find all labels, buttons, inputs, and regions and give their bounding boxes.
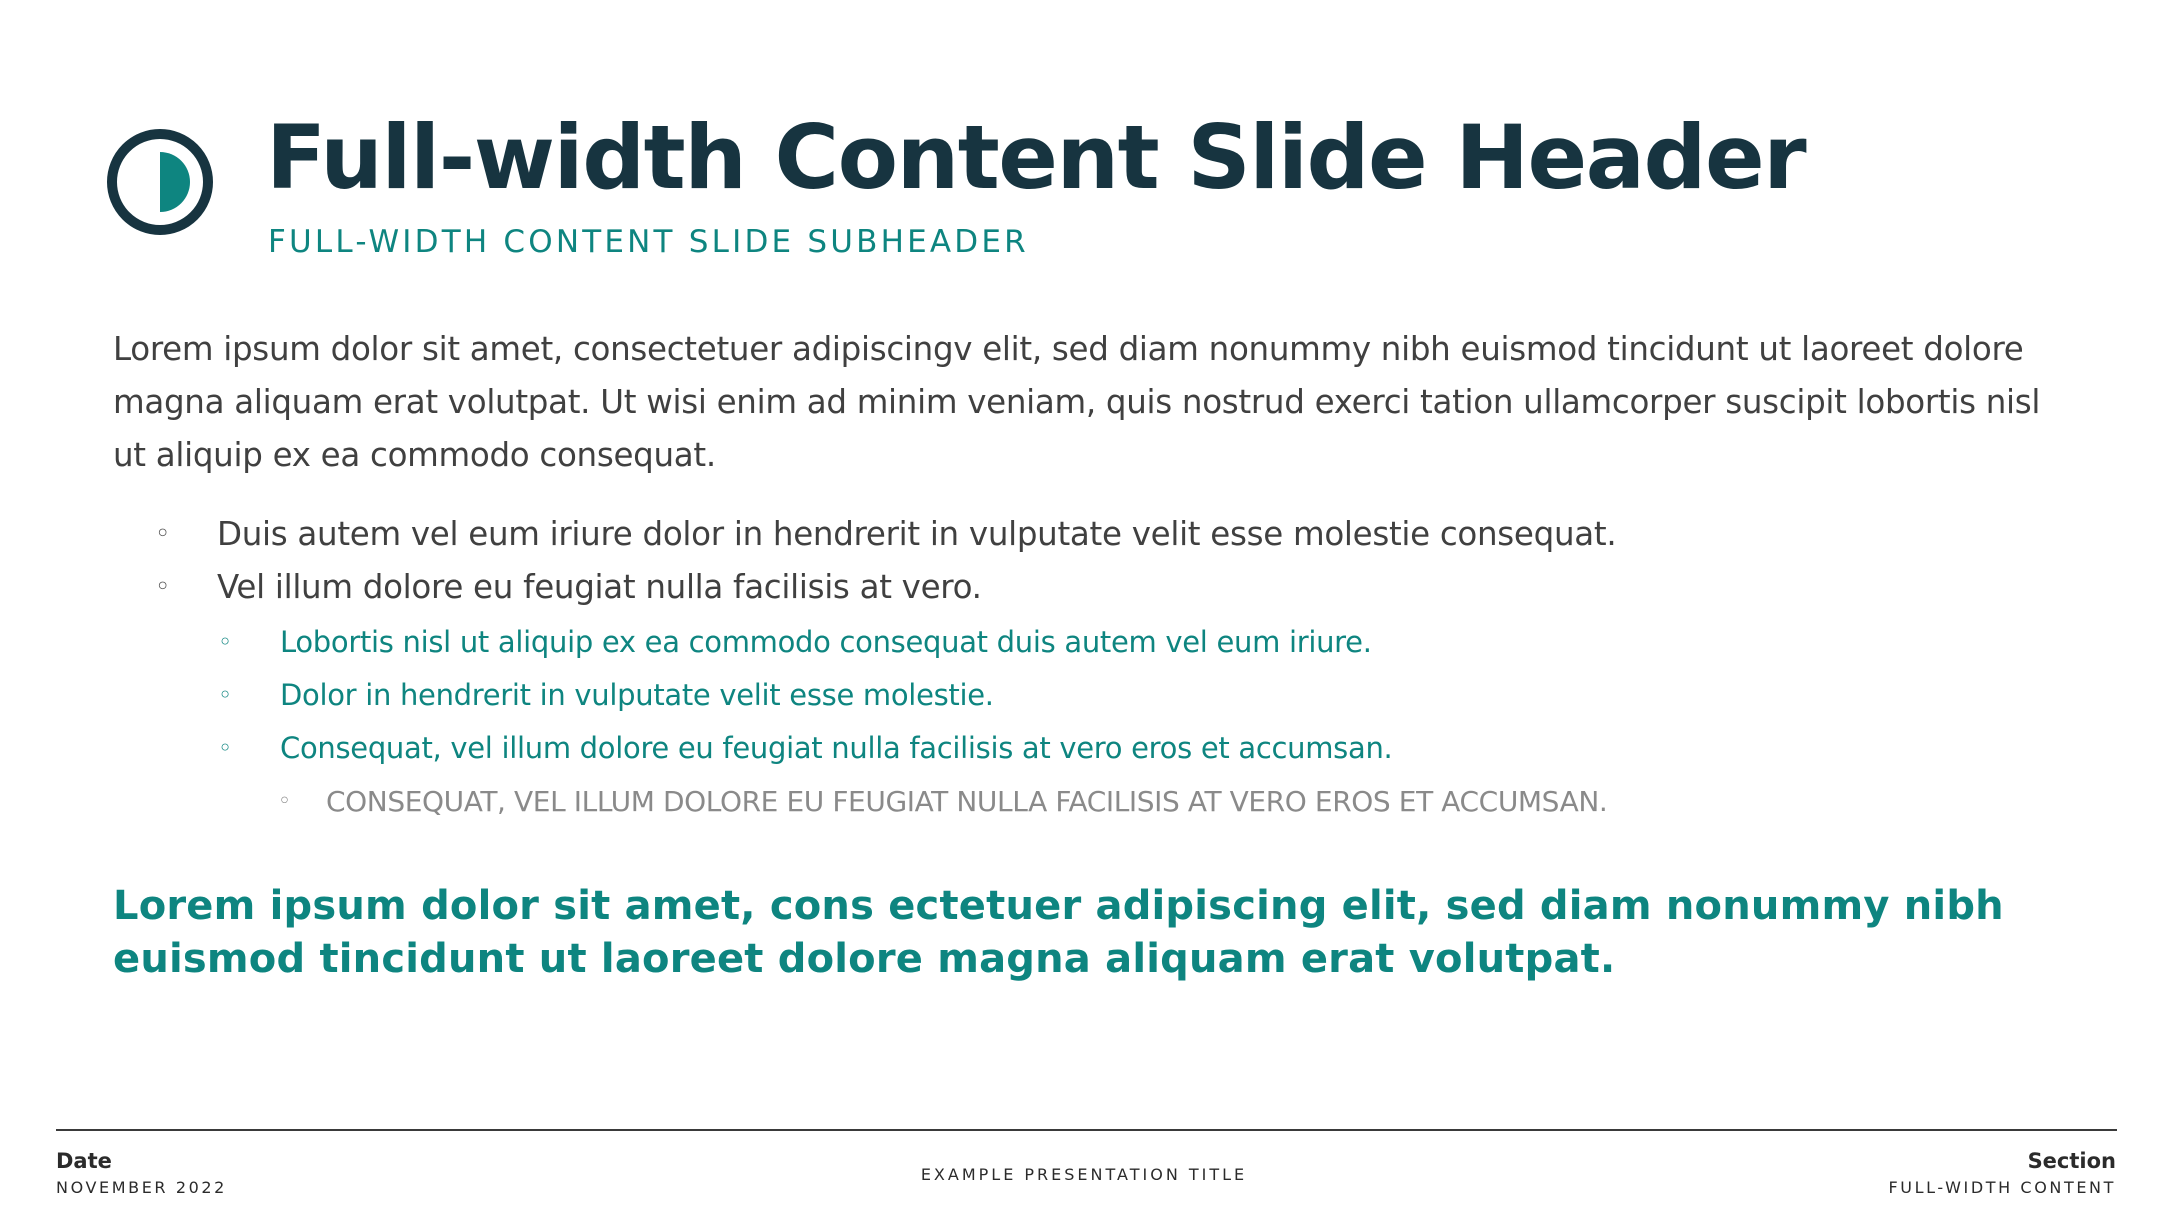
- bullet-item-level-1: [155, 561, 982, 614]
- footer-date-label: Date: [56, 1149, 112, 1173]
- bullet-item-level-3: [278, 775, 1608, 828]
- bullet-text: CONSEQUAT, VEL ILLUM DOLORE EU FEUGIAT NULLA FACILISIS AT VERO EROS ET ACCUMSAN.: [326, 785, 1608, 818]
- bullet-text: Dolor in hendrerit in vulputate velit esse molestie.: [280, 678, 994, 712]
- slide-title: Full-width Content Slide Header: [266, 106, 1806, 209]
- bullet-text: Vel illum dolore eu feugiat nulla facilisis at vero.: [217, 568, 982, 606]
- bullet-item-level-2: [218, 616, 1372, 669]
- slide-subtitle: FULL-WIDTH CONTENT SLIDE SUBHEADER: [268, 224, 1029, 260]
- body-paragraph: Lorem ipsum dolor sit amet, consectetuer adipiscingv elit, sed diam nonummy nibh euismod tincidunt ut laoreet dolore magna aliquam erat volutpat. Ut wisi enim ad minim veniam, quis nostrud exerci tation ullamcorper suscipit lobortis nisl ut aliquip ex ea commodo consequat.: [113, 330, 2041, 474]
- bullet-marker: ◦: [218, 628, 232, 656]
- bullet-text: Duis autem vel eum iriure dolor in hendrerit in vulputate velit esse molestie consequat.: [217, 515, 1617, 553]
- footer-section-label: Section: [2027, 1149, 2116, 1173]
- footer-divider: [56, 1129, 2117, 1131]
- bullet-marker: ◦: [155, 519, 171, 549]
- callout-text: Lorem ipsum dolor sit amet, cons ectetuer adipiscing elit, sed diam nonummy nibh euismod tincidunt ut laoreet dolore magna aliquam erat volutpat.: [113, 883, 2004, 982]
- bullet-item-level-2: [218, 722, 1393, 775]
- bullet-marker: ◦: [155, 572, 171, 602]
- bullet-marker: ◦: [278, 789, 291, 814]
- bullet-text: Lobortis nisl ut aliquip ex ea commodo consequat duis autem vel eum iriure.: [280, 625, 1372, 659]
- half-circle-icon: [106, 128, 214, 236]
- bullet-text: Consequat, vel illum dolore eu feugiat nulla facilisis at vero eros et accumsan.: [280, 731, 1393, 765]
- footer-date-value: NOVEMBER 2022: [56, 1178, 227, 1197]
- bullet-marker: ◦: [218, 681, 232, 709]
- footer-section-value: FULL-WIDTH CONTENT: [1888, 1178, 2116, 1197]
- footer-presentation-title: EXAMPLE PRESENTATION TITLE: [920, 1165, 1248, 1184]
- bullet-marker: ◦: [218, 734, 232, 762]
- bullet-item-level-2: [218, 669, 994, 722]
- bullet-item-level-1: [155, 508, 1617, 561]
